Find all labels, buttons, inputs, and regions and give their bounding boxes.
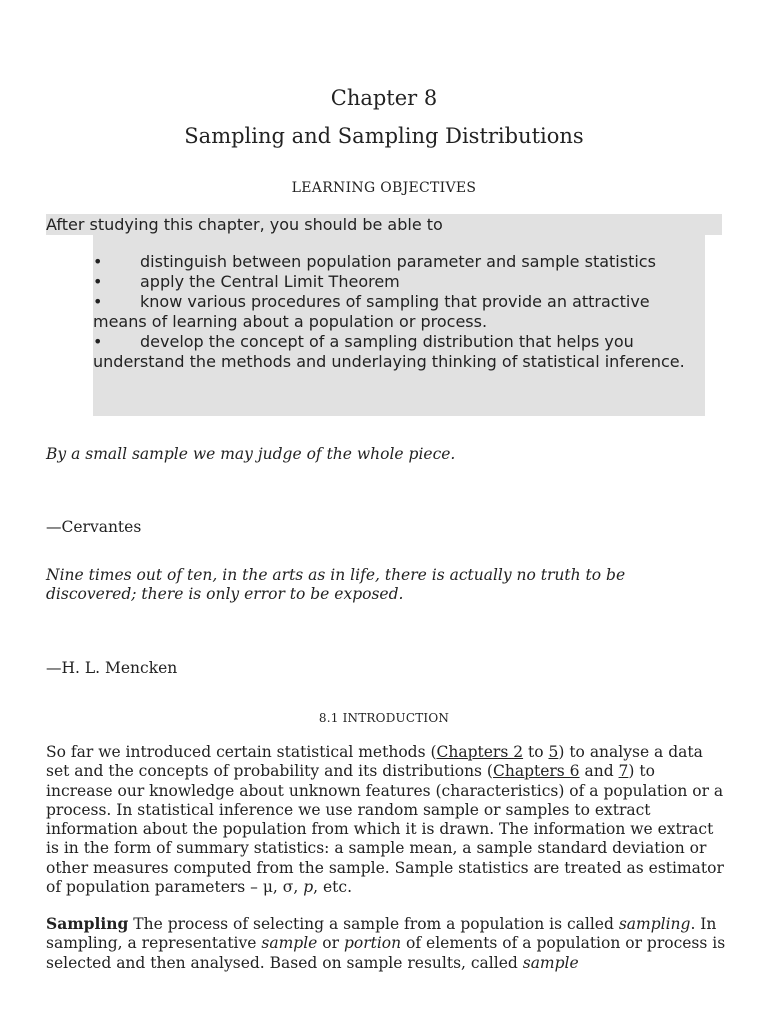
bullet: • <box>93 292 103 311</box>
list-item <box>93 292 705 332</box>
objective-text: apply the Central Limit Theorem <box>140 272 400 291</box>
paragraph-text: The process of selecting a sample from a population is called <box>128 915 619 933</box>
proportion-symbol: p <box>303 878 314 897</box>
paragraph-text: and <box>579 762 619 781</box>
emphasis: sampling <box>618 915 691 933</box>
objective-text: distinguish between population parameter and sample statistics <box>140 252 656 271</box>
paragraph-text: ) to analyse a data set and the concepts of probability and its distributions ( <box>46 743 703 781</box>
chapter-7-link[interactable]: 7 <box>618 762 629 781</box>
paragraph-text: So far we introduced certain statistical methods ( <box>46 743 437 761</box>
sampling-paragraph <box>46 914 726 973</box>
emphasis: sample <box>522 953 579 972</box>
chapter-6-link[interactable]: Chapters 6 <box>492 762 580 781</box>
epigraph-quote: By a small sample we may judge of the whole piece. <box>46 445 456 463</box>
list-item <box>93 252 705 272</box>
epigraph-author: —Cervantes <box>46 518 142 536</box>
emphasis: portion <box>343 934 402 953</box>
bullet: • <box>93 252 103 271</box>
learning-objectives-heading: LEARNING OBJECTIVES <box>291 180 477 196</box>
chapter-title: Sampling and Sampling Distributions <box>184 124 584 148</box>
paragraph-text: ) to increase our knowledge about unknown features (characteristics) of a population or a process. In statistical inference we use random sample or samples to extract information about the population from which it is drawn. The information we extract is in the form of summary statistics: a sample mean, a sample standard deviation or other measures computed from the sample. Sample statistics are treated as estimator of population parameters – μ, σ, <box>46 762 724 897</box>
bullet: • <box>93 272 103 291</box>
learning-objectives-list <box>93 235 705 416</box>
epigraph-quote: Nine times out of ten, in the arts as in life, there is actually no truth to be discovered; there is only error to be exposed. <box>46 566 626 603</box>
learning-objectives-intro: After studying this chapter, you should be able to <box>46 214 722 235</box>
section-heading: 8.1 INTRODUCTION <box>318 711 450 725</box>
chapter-2-link[interactable]: Chapters 2 <box>436 743 524 761</box>
objective-text: develop the concept of a sampling distribution that helps you understand the methods and underlaying thinking of statistical inference. <box>93 332 685 371</box>
list-item <box>93 272 705 292</box>
paragraph-text: . In sampling, a representative <box>46 915 717 953</box>
bullet: • <box>93 332 103 351</box>
objective-text: know various procedures of sampling that provide an attractive means of learning about a population or process. <box>93 292 650 331</box>
paragraph-text: to <box>523 743 549 761</box>
paragraph-text: , etc. <box>313 878 353 897</box>
term-sampling: Sampling <box>46 914 129 933</box>
list-item <box>93 332 705 372</box>
chapter-number: Chapter 8 <box>330 86 438 110</box>
epigraph-author: —H. L. Mencken <box>46 659 178 677</box>
emphasis: sample <box>261 934 318 953</box>
paragraph-text: or <box>317 934 344 953</box>
chapter-5-link[interactable]: 5 <box>548 743 559 761</box>
paragraph-text: of elements of a population or process is selected and then analysed. Based on sample results, called <box>46 934 726 972</box>
intro-paragraph <box>46 743 726 897</box>
